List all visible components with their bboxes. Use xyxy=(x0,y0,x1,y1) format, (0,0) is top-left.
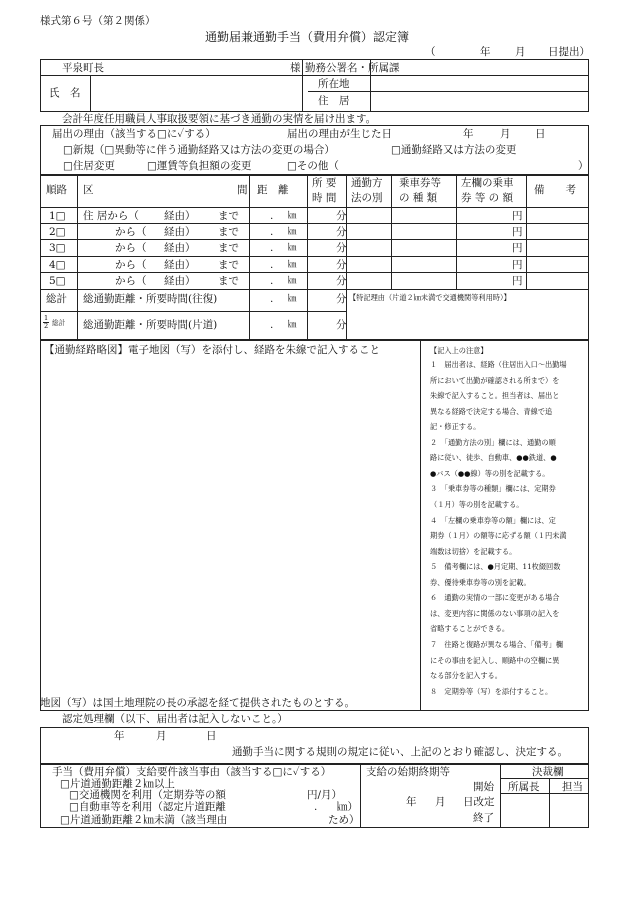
approval-year: 年 xyxy=(114,730,125,742)
note-line: 端数は切捨）を記載する。 xyxy=(430,546,517,556)
col-time-top: 所 要 xyxy=(312,177,337,189)
row-min: 分 xyxy=(336,275,347,287)
officer-label: 担当 xyxy=(562,781,583,793)
approval-heading: 認定処理欄（以下、届出者は記入しないこと。） xyxy=(62,713,288,725)
header-vline-1 xyxy=(302,59,303,112)
note-line: ５ 備考欄には、●月定期、11枚綴回数 xyxy=(430,562,561,572)
row-yen: 円 xyxy=(512,226,523,238)
row-min: 分 xyxy=(336,226,347,238)
reason-year: 年 xyxy=(463,128,474,140)
note-line: 朱線で記入すること。担当者は、届出と xyxy=(430,391,560,401)
note-line: 記・修正する。 xyxy=(430,422,481,432)
col-time-bottom: 時 間 xyxy=(312,192,337,204)
reason-option-route-change[interactable]: □通勤経路又は方法の変更 xyxy=(391,144,517,156)
req-under-2km[interactable]: □片道通勤距離２㎞未満（該当理由 xyxy=(60,814,228,826)
row-min: 分 xyxy=(336,242,347,254)
reason-option-new[interactable]: □新規（□異動等に伴う通勤経路又は方法の変更の場合） xyxy=(63,144,335,156)
col-amount-bottom: 券 等 の 額 xyxy=(461,192,514,204)
reason-month: 月 xyxy=(500,128,511,140)
row-number[interactable]: 4□ xyxy=(49,259,66,271)
row-from: 住 居から（ xyxy=(83,210,139,222)
col-ticket-bottom: の 種 類 xyxy=(399,192,438,204)
row-yen: 円 xyxy=(512,259,523,271)
reason-option-other[interactable]: □その他（ xyxy=(287,160,339,172)
half-km: ㎞ xyxy=(288,320,297,330)
submission-month: 月 xyxy=(515,46,526,58)
col-section: 区 xyxy=(83,184,94,196)
row-dot: . xyxy=(270,259,274,271)
period-start: 開始 xyxy=(473,781,494,793)
col-remarks: 備 考 xyxy=(534,184,576,196)
period-month: 月 xyxy=(435,796,446,808)
reason-option-residence-change[interactable]: □住居変更 xyxy=(63,160,115,172)
row-yen: 円 xyxy=(512,210,523,222)
row-number[interactable]: 1□ xyxy=(49,210,66,222)
half-desc: 総通勤距離・所要時間(片道) xyxy=(83,319,218,331)
reason-other-close: ） xyxy=(578,160,589,172)
approval-month: 月 xyxy=(156,730,167,742)
half-dot: . xyxy=(270,319,274,331)
page-title: 通勤届兼通勤手当（費用弁償）認定簿 xyxy=(205,30,410,44)
req-car[interactable]: □自動車等を利用（認定片道距離 xyxy=(69,801,226,813)
requirements-label: 手当（費用弁償）支給要件該当事由（該当する□に✓する） xyxy=(52,766,332,778)
honorific-label: 様 xyxy=(290,62,301,74)
note-line: 期券（１月）の額等に応ずる額（１円未満 xyxy=(430,531,567,540)
total-min: 分 xyxy=(336,293,347,305)
notes-title: 【記入上の注意】 xyxy=(430,346,488,355)
row-km: ㎞ xyxy=(288,211,297,221)
note-line: ６ 通勤の実情の一部に変更がある場合 xyxy=(430,593,560,603)
submission-day: 日提出） xyxy=(548,46,590,58)
note-line: （１月）等の別を記載する。 xyxy=(430,500,524,509)
workplace-label: 勤務公署名・所属課 xyxy=(305,62,400,74)
note-line: 路に従い、徒歩、自動車、●●鉄道、● xyxy=(430,453,557,463)
submission-open: （ xyxy=(425,46,436,58)
form-number: 様式第６号（第２関係） xyxy=(40,15,156,27)
total-desc: 総通勤距離・所要時間(往復) xyxy=(83,293,218,305)
row-min: 分 xyxy=(336,259,347,271)
reason-option-fare-change[interactable]: □運賃等負担額の変更 xyxy=(147,160,252,172)
half-total-label: 総計 xyxy=(52,319,66,327)
row-via: 経由） xyxy=(164,259,196,271)
name-label: 氏 名 xyxy=(49,87,81,99)
residence-label: 住 居 xyxy=(318,95,350,107)
row-to: まで xyxy=(218,226,239,238)
row-to: まで xyxy=(218,242,239,254)
period-change: 日改定 xyxy=(463,796,495,808)
row-km: ㎞ xyxy=(288,243,297,253)
row-from: から（ xyxy=(115,226,147,238)
period-label: 支給の始期終期等 xyxy=(366,766,450,778)
approval-statement: 通勤手当に関する規則の規定に従い、上記のとおり確認し、決定する。 xyxy=(232,746,568,758)
note-line: １ 届出者は、経路（住居出入口～出勤場 xyxy=(430,360,567,369)
row-min: 分 xyxy=(336,210,347,222)
special-reason-label: 【特記理由（片道２㎞未満で交通機関等利用時）】 xyxy=(349,293,511,302)
header-vline-3 xyxy=(90,75,91,112)
req-over-2km[interactable]: □片道通勤距離２㎞以上 xyxy=(60,778,175,790)
map-label: 【通勤経路略図】電子地図（写）を添付し、経路を朱線で記入すること xyxy=(44,344,380,356)
row-yen: 円 xyxy=(512,275,523,287)
location-label: 所在地 xyxy=(318,78,350,90)
row-number[interactable]: 2□ xyxy=(49,226,66,238)
total-label: 総計 xyxy=(46,293,67,305)
col-ticket-top: 乗車券等 xyxy=(399,177,441,189)
req-public-transport[interactable]: □交通機関を利用（定期券等の額 xyxy=(69,789,226,801)
row-via: 経由） xyxy=(164,210,196,222)
row-from: から（ xyxy=(115,259,147,271)
col-order: 順路 xyxy=(46,184,67,196)
col-distance: 距 離 xyxy=(257,184,289,196)
decision-label: 決裁欄 xyxy=(532,766,564,778)
header-line-2 xyxy=(308,91,589,92)
note-line: ３ 「乗車券等の種類」欄には、定期券 xyxy=(430,484,556,494)
note-line: なる部分を記入する。 xyxy=(430,671,502,680)
row-from: から（ xyxy=(115,275,147,287)
map-footer: 地図（写）は国土地理院の長の承認を経て提供されたものとする。 xyxy=(40,697,355,709)
half-numerator: 1 xyxy=(44,314,49,322)
col-amount-top: 左欄の乗車 xyxy=(461,177,514,189)
req-yen-per-month: 円/月） xyxy=(307,789,343,801)
reason-date-label: 届出の理由が生じた日 xyxy=(287,128,392,140)
period-year: 年 xyxy=(406,796,417,808)
row-to: まで xyxy=(218,210,239,222)
period-end: 終了 xyxy=(473,812,494,824)
row-via: 経由） xyxy=(164,226,196,238)
row-number[interactable]: 5□ xyxy=(49,275,66,287)
half-denominator: 2 xyxy=(44,322,49,330)
note-line: は、変更内容に関係のない事項の記入を xyxy=(430,608,560,618)
half-min: 分 xyxy=(336,319,347,331)
header-line-1 xyxy=(40,75,589,76)
req-car-dot: . xyxy=(314,801,318,813)
note-line: 所において出勤が確認される所まで）を xyxy=(430,375,560,385)
row-km: ㎞ xyxy=(288,276,297,286)
note-line: ●バス（●●線）等の別を記載する。 xyxy=(430,468,550,478)
intro-text: 会計年度任用職員人事取扱要領に基づき通勤の実情を届け出ます。 xyxy=(62,113,377,125)
mayor-label: 平泉町長 xyxy=(62,62,104,74)
note-line: 省略することができる。 xyxy=(430,624,510,634)
row-dot: . xyxy=(270,275,274,287)
note-line: ７ 往路と復路が異なる場合、「備考」欄 xyxy=(430,639,563,649)
note-line: にその事由を記入し、順路中の空欄に異 xyxy=(430,655,560,665)
req-under-2km-close: ため） xyxy=(328,814,360,826)
row-dot: . xyxy=(270,226,274,238)
row-to: まで xyxy=(218,275,239,287)
row-to: まで xyxy=(218,259,239,271)
row-from: から（ xyxy=(115,242,147,254)
note-line: ４ 「左欄の乗車券等の額」欄には、定 xyxy=(430,515,556,525)
total-dot: . xyxy=(270,293,274,305)
row-number[interactable]: 3□ xyxy=(49,242,66,254)
row-yen: 円 xyxy=(512,242,523,254)
req-car-km: ㎞） xyxy=(337,801,358,813)
approval-day: 日 xyxy=(206,730,217,742)
row-km: ㎞ xyxy=(288,260,297,270)
reason-day: 日 xyxy=(535,128,546,140)
note-line: ２ 「通勤方法の別」欄には、通勤の順 xyxy=(430,437,556,447)
note-line: ８ 定期券等（写）を添付すること。 xyxy=(430,686,553,696)
row-via: 経由） xyxy=(164,242,196,254)
row-dot: . xyxy=(270,210,274,222)
note-line: 券、優待乗車券等の別を記載。 xyxy=(430,577,531,587)
total-km: ㎞ xyxy=(288,294,297,304)
col-section-end: 間 xyxy=(237,184,248,196)
col-method-top: 通勤方 xyxy=(351,177,383,189)
submission-year: 年 xyxy=(480,46,491,58)
row-dot: . xyxy=(270,242,274,254)
chief-label: 所属長 xyxy=(508,781,540,793)
row-km: ㎞ xyxy=(288,227,297,237)
row-via: 経由） xyxy=(164,275,196,287)
note-line: 異なる経路で決定する場合、青線で追 xyxy=(430,406,553,416)
col-method-bottom: 法の別 xyxy=(351,192,383,204)
reason-label: 届出の理由（該当する□に✓する） xyxy=(52,128,216,140)
